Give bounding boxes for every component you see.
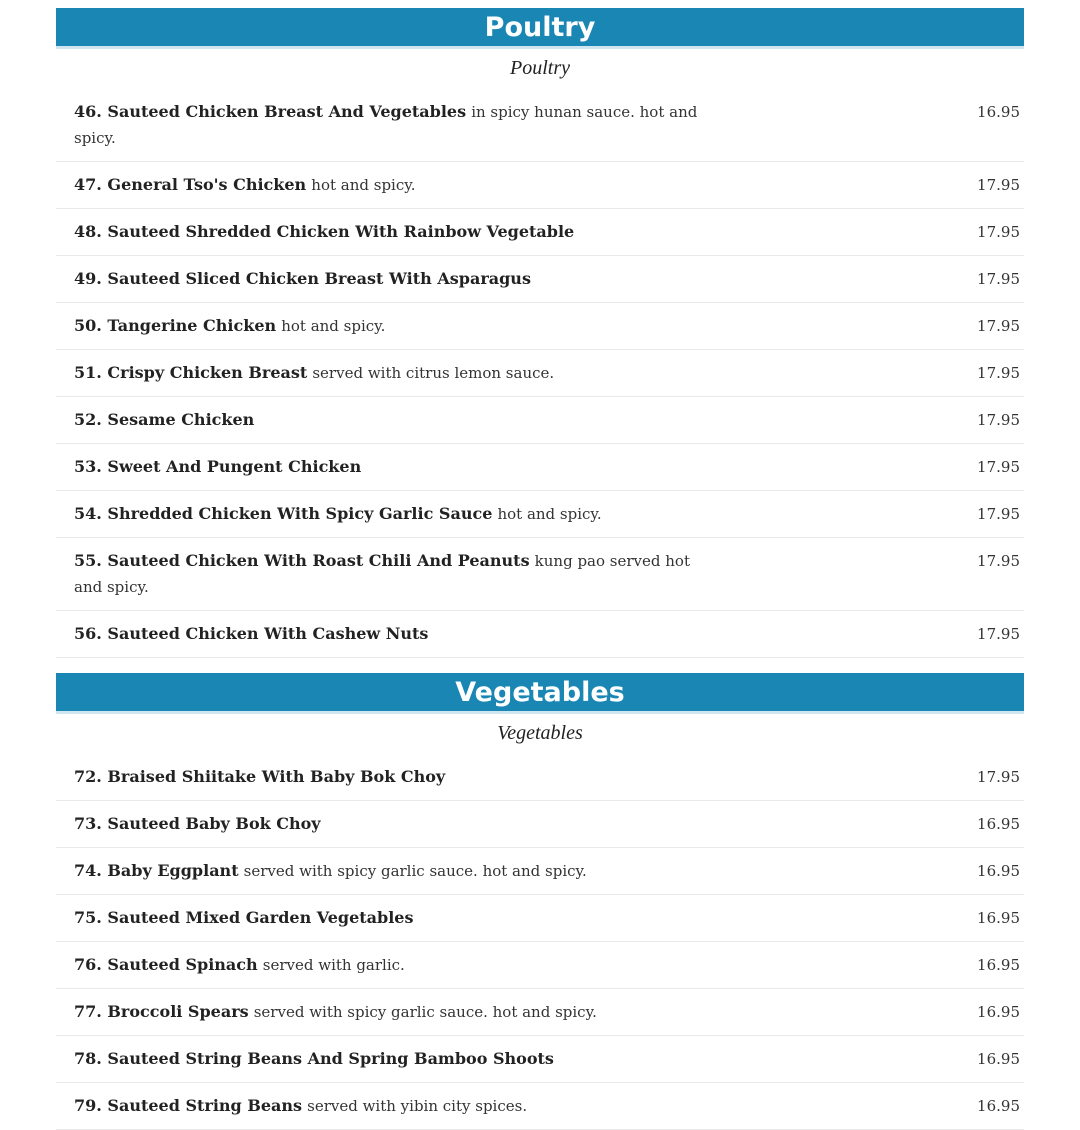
menu-item-text	[74, 1093, 714, 1119]
menu-item[interactable]	[56, 303, 1024, 350]
menu-item-price: 17.95	[977, 176, 1020, 194]
section-subtitle: Vegetables	[497, 722, 583, 744]
menu-item-text	[74, 407, 714, 432]
menu-item-list	[56, 89, 1024, 658]
menu-item-name: 77. Broccoli Spears	[74, 1002, 249, 1021]
menu-item[interactable]	[56, 754, 1024, 801]
menu-item-name: 78. Sauteed String Beans And Spring Bamboo Shoots	[74, 1049, 554, 1068]
menu-item-text	[74, 858, 714, 884]
menu-item-text	[74, 454, 714, 479]
menu-item-name: 75. Sauteed Mixed Garden Vegetables	[74, 908, 414, 927]
menu-item[interactable]	[56, 444, 1024, 491]
menu-item-price: 16.95	[977, 956, 1020, 974]
menu-item-name: 54. Shredded Chicken With Spicy Garlic Sauce	[74, 504, 493, 523]
menu-item-name: 49. Sauteed Sliced Chicken Breast With Asparagus	[74, 269, 531, 288]
menu-item-desc: hot and spicy.	[497, 505, 602, 523]
menu-item-price: 17.95	[977, 505, 1020, 523]
menu-item-desc: kung pao served hot and spicy.	[74, 552, 690, 596]
menu-item-price: 17.95	[977, 270, 1020, 288]
menu-item-text	[74, 266, 714, 291]
menu-item-name: 50. Tangerine Chicken	[74, 316, 277, 335]
menu-item[interactable]	[56, 209, 1024, 256]
menu-item[interactable]	[56, 1083, 1024, 1130]
section-header: Vegetables	[56, 673, 1024, 714]
section-vegetables	[56, 673, 1024, 1130]
menu-item-text	[74, 548, 714, 600]
menu-item[interactable]	[56, 895, 1024, 942]
menu-item-text	[74, 501, 714, 527]
menu-item-price: 16.95	[977, 815, 1020, 833]
menu-item-desc: served with yibin city spices.	[307, 1097, 528, 1115]
menu-item[interactable]	[56, 256, 1024, 303]
menu-item-price: 16.95	[977, 1003, 1020, 1021]
menu-item-text	[74, 621, 714, 646]
menu-item[interactable]	[56, 1036, 1024, 1083]
menu-item-price: 17.95	[977, 317, 1020, 335]
menu-item-desc: served with garlic.	[262, 956, 405, 974]
menu-item-price: 16.95	[977, 1050, 1020, 1068]
menu-item[interactable]	[56, 989, 1024, 1036]
menu-item-name: 47. General Tso's Chicken	[74, 175, 307, 194]
menu-item[interactable]	[56, 491, 1024, 538]
menu-item-desc: served with spicy garlic sauce. hot and spicy.	[253, 1003, 597, 1021]
section-header: Poultry	[56, 8, 1024, 49]
menu-item[interactable]	[56, 611, 1024, 658]
menu-item-price: 16.95	[977, 909, 1020, 927]
menu-item-desc: served with spicy garlic sauce. hot and spicy.	[243, 862, 587, 880]
menu-item-name: 79. Sauteed String Beans	[74, 1096, 303, 1115]
menu-item-name: 55. Sauteed Chicken With Roast Chili And Peanuts	[74, 551, 530, 570]
menu-item-price: 16.95	[977, 862, 1020, 880]
menu-item-name: 51. Crispy Chicken Breast	[74, 363, 308, 382]
menu-item-desc: hot and spicy.	[311, 176, 416, 194]
menu-item[interactable]	[56, 942, 1024, 989]
menu-item-name: 52. Sesame Chicken	[74, 410, 255, 429]
menu-item-name: 76. Sauteed Spinach	[74, 955, 258, 974]
menu-item[interactable]	[56, 162, 1024, 209]
menu-item-name: 74. Baby Eggplant	[74, 861, 239, 880]
menu-item-text	[74, 1046, 714, 1071]
menu-item-name: 56. Sauteed Chicken With Cashew Nuts	[74, 624, 429, 643]
menu-item-price: 17.95	[977, 552, 1020, 570]
menu-item[interactable]	[56, 848, 1024, 895]
menu-item-desc: in spicy hunan sauce. hot and spicy.	[74, 103, 698, 147]
menu-item-text	[74, 764, 714, 789]
menu-item-list	[56, 754, 1024, 1130]
section-spacer	[56, 658, 1024, 673]
menu-item-name: 53. Sweet And Pungent Chicken	[74, 457, 362, 476]
menu-item-price: 17.95	[977, 411, 1020, 429]
menu-item[interactable]	[56, 538, 1024, 611]
menu-item-price: 17.95	[977, 458, 1020, 476]
menu-item-price: 17.95	[977, 768, 1020, 786]
menu-item-text	[74, 811, 714, 836]
menu-item-text	[74, 952, 714, 978]
menu-item[interactable]	[56, 89, 1024, 162]
menu-item-name: 48. Sauteed Shredded Chicken With Rainbow Vegetable	[74, 222, 575, 241]
menu-item-name: 72. Braised Shiitake With Baby Bok Choy	[74, 767, 446, 786]
menu-item-name: 46. Sauteed Chicken Breast And Vegetables	[74, 102, 467, 121]
menu-item-text	[74, 999, 714, 1025]
menu-item-text	[74, 219, 714, 244]
section-poultry	[56, 8, 1024, 658]
menu-item-name: 73. Sauteed Baby Bok Choy	[74, 814, 321, 833]
menu-item-text	[74, 99, 714, 151]
menu-item-price: 17.95	[977, 223, 1020, 241]
menu-item-text	[74, 313, 714, 339]
menu-item-desc: hot and spicy.	[281, 317, 386, 335]
menu	[56, 8, 1024, 1130]
menu-item[interactable]	[56, 397, 1024, 444]
menu-item-price: 17.95	[977, 364, 1020, 382]
menu-item[interactable]	[56, 801, 1024, 848]
menu-item[interactable]	[56, 350, 1024, 397]
menu-item-text	[74, 905, 714, 930]
menu-item-desc: served with citrus lemon sauce.	[312, 364, 555, 382]
menu-item-text	[74, 360, 714, 386]
menu-item-text	[74, 172, 714, 198]
menu-item-price: 16.95	[977, 103, 1020, 121]
section-subtitle: Poultry	[510, 57, 570, 79]
menu-item-price: 17.95	[977, 625, 1020, 643]
menu-item-price: 16.95	[977, 1097, 1020, 1115]
